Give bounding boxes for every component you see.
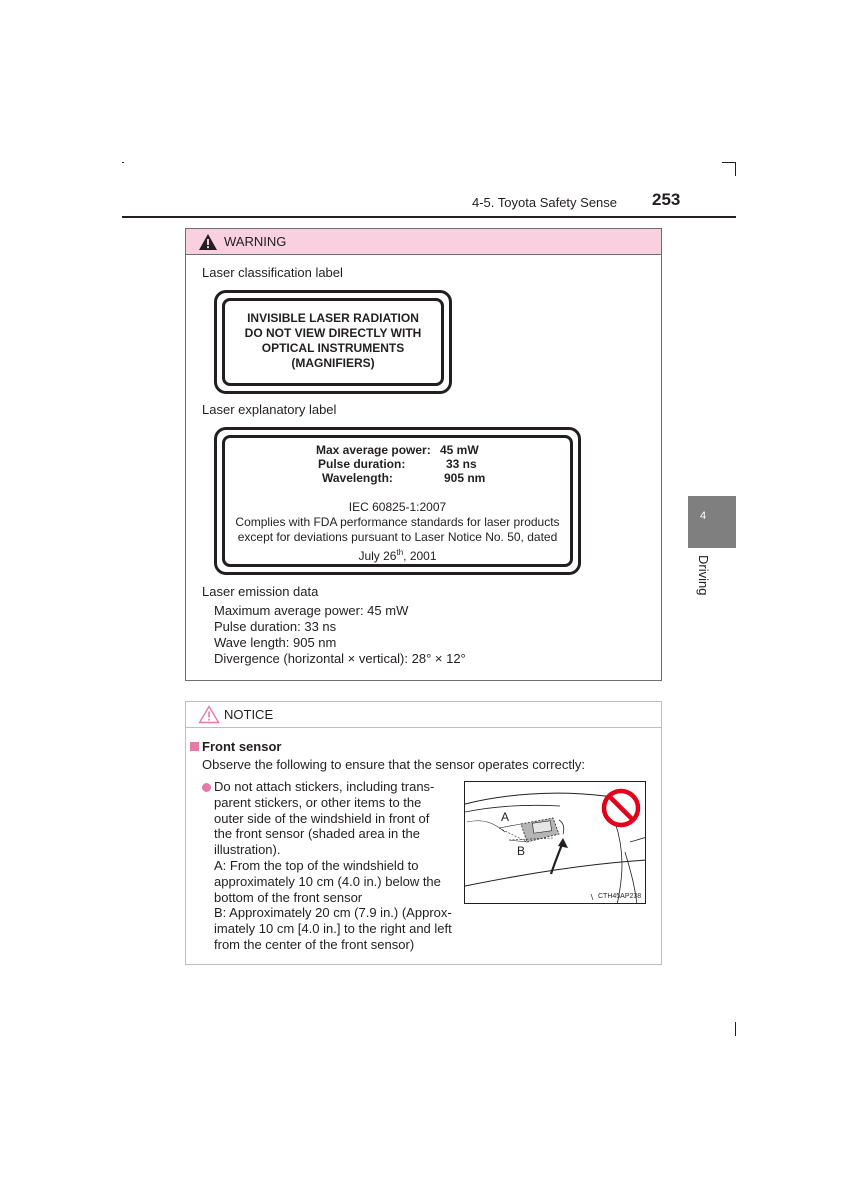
notice-title: NOTICE bbox=[224, 707, 274, 722]
dimension-label-b: B bbox=[517, 844, 526, 858]
spec-value: 33 ns bbox=[446, 457, 477, 471]
notice-bullet-text: Do not attach stickers, including trans- parent stickers, or other items to the outer side of the windshield in front of the front sensor (shaded area in the illustration). A: From the top of the windshield to approximately 10 cm (4.0 in.) below the bottom of the front sensor B: Approximately 20 cm (7.9 in.) (Approx- imately 10 cm [4.0 in.] to the right and left from the center of the front sensor) bbox=[214, 779, 452, 952]
chapter-number: 4 bbox=[699, 510, 707, 522]
emission-data-list bbox=[214, 603, 466, 667]
windshield-drawing bbox=[465, 782, 646, 904]
caution-triangle-icon bbox=[198, 705, 220, 724]
spec-value: 45 mW bbox=[440, 443, 479, 457]
spec-name: Max average power: bbox=[316, 443, 431, 457]
windshield-sensor-illustration bbox=[464, 781, 646, 904]
compliance-date: July 26th, 2001 bbox=[358, 548, 437, 563]
crop-mark bbox=[722, 162, 736, 163]
header-rule bbox=[122, 216, 736, 218]
warning-triangle-icon bbox=[198, 233, 218, 251]
spec-name: Pulse duration: bbox=[318, 457, 406, 471]
warning-title: WARNING bbox=[224, 234, 287, 249]
emission-item: Divergence (horizontal × vertical): 28° × 12° bbox=[214, 651, 466, 666]
square-bullet-icon bbox=[190, 742, 199, 751]
emission-heading: Laser emission data bbox=[202, 584, 319, 599]
notice-subheading: Front sensor bbox=[202, 739, 282, 754]
emission-item: Wave length: 905 nm bbox=[214, 635, 337, 650]
crop-mark bbox=[735, 162, 736, 176]
classification-label-text: INVISIBLE LASER RADIATION DO NOT VIEW DIRECTLY WITH OPTICAL INSTRUMENTS (MAGNIFIERS) bbox=[244, 311, 422, 370]
spec-value: 905 nm bbox=[444, 471, 486, 485]
crop-mark bbox=[122, 162, 124, 163]
round-bullet-icon bbox=[202, 783, 211, 792]
notice-intro: Observe the following to ensure that the sensor operates correctly: bbox=[202, 757, 585, 772]
emission-item: Maximum average power: 45 mW bbox=[214, 603, 409, 618]
illustration-caption: CTH45AP238 bbox=[598, 893, 642, 900]
page-number: 253 bbox=[652, 190, 681, 209]
emission-item: Pulse duration: 33 ns bbox=[214, 619, 337, 634]
compliance-line: Complies with FDA performance standards for laser products bbox=[235, 515, 560, 529]
crop-mark bbox=[735, 1022, 736, 1036]
explanatory-heading: Laser explanatory label bbox=[202, 402, 337, 417]
compliance-line: except for deviations pursuant to Laser Notice No. 50, dated bbox=[237, 530, 558, 544]
section-title: 4-5. Toyota Safety Sense bbox=[472, 195, 618, 210]
classification-heading: Laser classification label bbox=[202, 265, 343, 280]
dimension-label-a: A bbox=[501, 810, 510, 824]
chapter-tab[interactable] bbox=[688, 496, 736, 548]
spec-name: Wavelength: bbox=[322, 471, 393, 485]
standard-text: IEC 60825-1:2007 bbox=[348, 500, 447, 514]
explanatory-label-footer bbox=[222, 500, 573, 564]
chapter-label: Driving bbox=[696, 555, 711, 596]
